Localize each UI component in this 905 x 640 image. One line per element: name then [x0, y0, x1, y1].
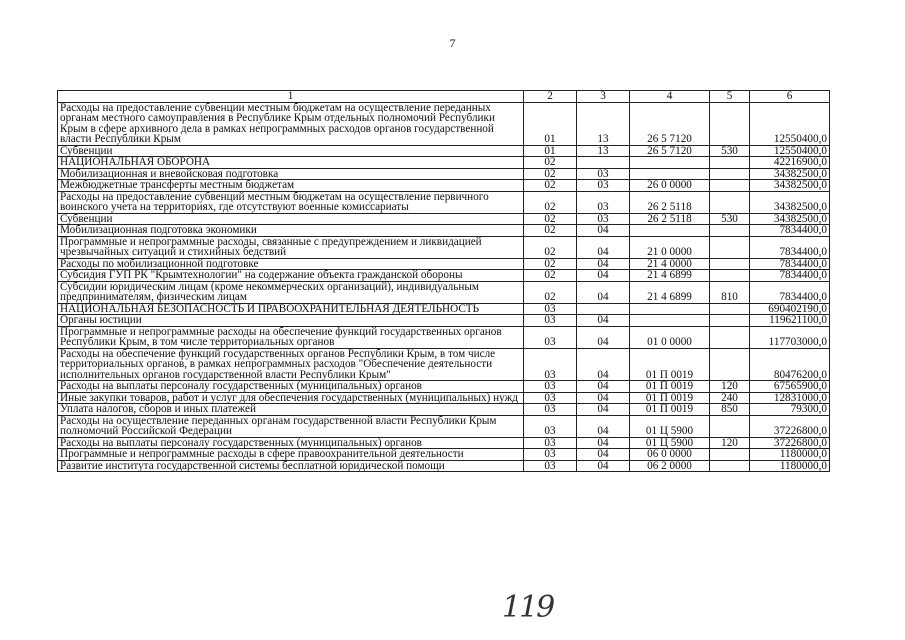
- row-section-cell: 03: [524, 460, 577, 472]
- table-row: [58, 460, 830, 472]
- row-amount-cell: 119621100,0: [750, 315, 830, 327]
- row-subsection-cell: 04: [577, 270, 630, 282]
- row-target-code-cell: [630, 157, 710, 169]
- row-amount-cell: 34382500,0: [750, 191, 830, 213]
- table-row: [58, 236, 830, 258]
- row-amount-cell: 80476200,0: [750, 348, 830, 381]
- row-target-code-cell: 01 Ц 5900: [630, 415, 710, 437]
- row-target-code-cell: 01 П 0019: [630, 348, 710, 381]
- row-section-cell: 03: [524, 404, 577, 416]
- table-row: [58, 168, 830, 180]
- row-amount-cell: 12831000,0: [750, 392, 830, 404]
- table-row: [58, 102, 830, 145]
- row-expense-type-cell: [710, 157, 750, 169]
- row-target-code-cell: [630, 303, 710, 315]
- row-expense-type-cell: 850: [710, 404, 750, 416]
- row-name-cell: Расходы на выплаты персоналу государственных (муниципальных) органов: [58, 381, 524, 393]
- table-row: [58, 281, 830, 303]
- row-section-cell: 02: [524, 225, 577, 237]
- row-expense-type-cell: [710, 348, 750, 381]
- row-target-code-cell: 01 Ц 5900: [630, 437, 710, 449]
- row-section-cell: 02: [524, 157, 577, 169]
- row-amount-cell: 690402190,0: [750, 303, 830, 315]
- row-name-cell: Субсидии юридическим лицам (кроме некоммерческих организаций), индивидуальным предпринимателям, физическим лицам: [58, 281, 524, 303]
- row-expense-type-cell: 120: [710, 437, 750, 449]
- row-subsection-cell: 04: [577, 236, 630, 258]
- table-header-row: [58, 91, 830, 103]
- row-amount-cell: 79300,0: [750, 404, 830, 416]
- row-section-cell: 02: [524, 258, 577, 270]
- row-target-code-cell: 01 П 0019: [630, 381, 710, 393]
- row-name-cell: Мобилизационная подготовка экономики: [58, 225, 524, 237]
- row-expense-type-cell: [710, 303, 750, 315]
- row-section-cell: 03: [524, 449, 577, 461]
- row-target-code-cell: 21 0 0000: [630, 236, 710, 258]
- header-col-3: 3: [577, 91, 630, 103]
- row-expense-type-cell: [710, 415, 750, 437]
- row-section-cell: 02: [524, 281, 577, 303]
- row-section-cell: 03: [524, 348, 577, 381]
- row-section-cell: 02: [524, 191, 577, 213]
- budget-table: [57, 90, 830, 472]
- row-name-cell: Программные и непрограммные расходы, связанные с предупреждением и ликвидацией чрезвычайных ситуаций и стихийных бедствий: [58, 236, 524, 258]
- handwritten-page-mark: 119: [502, 590, 554, 625]
- row-expense-type-cell: [710, 180, 750, 192]
- table-row: [58, 258, 830, 270]
- row-expense-type-cell: 530: [710, 213, 750, 225]
- row-subsection-cell: 03: [577, 191, 630, 213]
- table-row: [58, 191, 830, 213]
- row-subsection-cell: 04: [577, 392, 630, 404]
- row-name-cell: Субвенции: [58, 213, 524, 225]
- table-row: [58, 392, 830, 404]
- row-expense-type-cell: [710, 258, 750, 270]
- header-col-4: 4: [630, 91, 710, 103]
- row-amount-cell: 7834400,0: [750, 258, 830, 270]
- row-target-code-cell: 01 П 0019: [630, 392, 710, 404]
- row-name-cell: Субсидия ГУП РК "Крымтехнологии" на содержание объекта гражданской обороны: [58, 270, 524, 282]
- row-subsection-cell: 03: [577, 213, 630, 225]
- row-subsection-cell: 04: [577, 258, 630, 270]
- header-col-5: 5: [710, 91, 750, 103]
- row-name-cell: Органы юстиции: [58, 315, 524, 327]
- page-number: 7: [449, 36, 456, 50]
- row-name-cell: НАЦИОНАЛЬНАЯ ОБОРОНА: [58, 157, 524, 169]
- table-row: [58, 270, 830, 282]
- row-target-code-cell: 01 П 0019: [630, 404, 710, 416]
- row-subsection-cell: 04: [577, 449, 630, 461]
- row-amount-cell: 12550400,0: [750, 102, 830, 145]
- row-expense-type-cell: [710, 225, 750, 237]
- row-amount-cell: 42216900,0: [750, 157, 830, 169]
- row-target-code-cell: 06 0 0000: [630, 449, 710, 461]
- row-target-code-cell: 26 5 7120: [630, 102, 710, 145]
- row-expense-type-cell: [710, 168, 750, 180]
- row-section-cell: 03: [524, 381, 577, 393]
- row-name-cell: Расходы на предоставление субвенции местным бюджетам на осуществление переданных органам местного самоуправления в Республике Крым отдельных полномочий Республики Крым в сфере архивного дела в рамках непрограммных расходов органов государственной власти Республики Крым: [58, 102, 524, 145]
- table-row: [58, 348, 830, 381]
- row-section-cell: 03: [524, 392, 577, 404]
- row-expense-type-cell: [710, 270, 750, 282]
- row-section-cell: 02: [524, 213, 577, 225]
- row-subsection-cell: 04: [577, 348, 630, 381]
- row-amount-cell: 1180000,0: [750, 460, 830, 472]
- row-name-cell: Расходы на предоставление субвенций местным бюджетам на осуществление первичного воинского учета на территориях, где отсутствуют военные комиссариаты: [58, 191, 524, 213]
- row-subsection-cell: 04: [577, 225, 630, 237]
- row-target-code-cell: [630, 225, 710, 237]
- row-subsection-cell: 04: [577, 326, 630, 348]
- row-section-cell: 02: [524, 180, 577, 192]
- row-name-cell: Расходы по мобилизационной подготовке: [58, 258, 524, 270]
- row-name-cell: Программные и непрограммные расходы на обеспечение функций государственных органов Республики Крым, в том числе территориальных органов: [58, 326, 524, 348]
- row-amount-cell: 67565900,0: [750, 381, 830, 393]
- table-row: [58, 315, 830, 327]
- row-section-cell: 02: [524, 270, 577, 282]
- row-subsection-cell: [577, 303, 630, 315]
- row-amount-cell: 7834400,0: [750, 236, 830, 258]
- row-amount-cell: 34382500,0: [750, 180, 830, 192]
- row-expense-type-cell: 810: [710, 281, 750, 303]
- row-section-cell: 03: [524, 415, 577, 437]
- row-subsection-cell: 04: [577, 404, 630, 416]
- row-section-cell: 03: [524, 326, 577, 348]
- row-amount-cell: 7834400,0: [750, 270, 830, 282]
- table-row: [58, 180, 830, 192]
- table-row: [58, 437, 830, 449]
- row-expense-type-cell: 120: [710, 381, 750, 393]
- row-expense-type-cell: [710, 460, 750, 472]
- row-subsection-cell: 04: [577, 315, 630, 327]
- row-expense-type-cell: 530: [710, 145, 750, 157]
- row-amount-cell: 12550400,0: [750, 145, 830, 157]
- row-target-code-cell: 21 4 6899: [630, 270, 710, 282]
- row-target-code-cell: [630, 168, 710, 180]
- header-col-2: 2: [524, 91, 577, 103]
- row-section-cell: 02: [524, 236, 577, 258]
- row-subsection-cell: [577, 157, 630, 169]
- row-name-cell: Расходы на осуществление переданных органам государственной власти Республики Крым полномочий Российской Федерации: [58, 415, 524, 437]
- row-subsection-cell: 03: [577, 168, 630, 180]
- row-expense-type-cell: [710, 102, 750, 145]
- table-row: [58, 449, 830, 461]
- row-section-cell: 03: [524, 437, 577, 449]
- row-subsection-cell: 03: [577, 180, 630, 192]
- row-subsection-cell: 04: [577, 281, 630, 303]
- row-subsection-cell: 04: [577, 381, 630, 393]
- row-target-code-cell: 21 4 6899: [630, 281, 710, 303]
- row-expense-type-cell: [710, 315, 750, 327]
- row-target-code-cell: 21 4 0000: [630, 258, 710, 270]
- row-name-cell: Расходы на выплаты персоналу государственных (муниципальных) органов: [58, 437, 524, 449]
- table-row: [58, 225, 830, 237]
- row-amount-cell: 37226800,0: [750, 415, 830, 437]
- row-section-cell: 02: [524, 168, 577, 180]
- row-subsection-cell: 04: [577, 415, 630, 437]
- row-target-code-cell: 01 0 0000: [630, 326, 710, 348]
- table-row: [58, 381, 830, 393]
- row-target-code-cell: 26 2 5118: [630, 191, 710, 213]
- row-section-cell: 03: [524, 303, 577, 315]
- row-name-cell: Уплата налогов, сборов и иных платежей: [58, 404, 524, 416]
- row-name-cell: Межбюджетные трансферты местным бюджетам: [58, 180, 524, 192]
- row-target-code-cell: 06 2 0000: [630, 460, 710, 472]
- row-section-cell: 01: [524, 145, 577, 157]
- row-amount-cell: 117703000,0: [750, 326, 830, 348]
- row-amount-cell: 1180000,0: [750, 449, 830, 461]
- table-row: [58, 415, 830, 437]
- table-row: [58, 157, 830, 169]
- table-row: [58, 213, 830, 225]
- row-expense-type-cell: [710, 326, 750, 348]
- row-name-cell: Иные закупки товаров, работ и услуг для обеспечения государственных (муниципальных) нужд: [58, 392, 524, 404]
- table-row: [58, 303, 830, 315]
- row-name-cell: Субвенции: [58, 145, 524, 157]
- row-target-code-cell: 26 0 0000: [630, 180, 710, 192]
- row-amount-cell: 7834400,0: [750, 225, 830, 237]
- row-target-code-cell: [630, 315, 710, 327]
- row-target-code-cell: 26 5 7120: [630, 145, 710, 157]
- row-expense-type-cell: [710, 236, 750, 258]
- row-name-cell: Мобилизационная и вневойсковая подготовка: [58, 168, 524, 180]
- row-subsection-cell: 04: [577, 460, 630, 472]
- row-name-cell: НАЦИОНАЛЬНАЯ БЕЗОПАСНОСТЬ И ПРАВООХРАНИТЕЛЬНАЯ ДЕЯТЕЛЬНОСТЬ: [58, 303, 524, 315]
- row-amount-cell: 34382500,0: [750, 213, 830, 225]
- row-amount-cell: 34382500,0: [750, 168, 830, 180]
- row-expense-type-cell: 240: [710, 392, 750, 404]
- row-expense-type-cell: [710, 191, 750, 213]
- table-row: [58, 145, 830, 157]
- header-col-1: 1: [58, 91, 524, 103]
- row-name-cell: Программные и непрограммные расходы в сфере правоохранительной деятельности: [58, 449, 524, 461]
- row-section-cell: 03: [524, 315, 577, 327]
- header-col-6: 6: [750, 91, 830, 103]
- row-amount-cell: 7834400,0: [750, 281, 830, 303]
- row-section-cell: 01: [524, 102, 577, 145]
- row-name-cell: Расходы на обеспечение функций государственных органов Республики Крым, в том числе территориальных органов, в рамках непрограммных расходов "Обеспечение деятельности исполнительных органов государственной власти Республики Крым": [58, 348, 524, 381]
- row-amount-cell: 37226800,0: [750, 437, 830, 449]
- row-expense-type-cell: [710, 449, 750, 461]
- row-target-code-cell: 26 2 5118: [630, 213, 710, 225]
- row-subsection-cell: 13: [577, 145, 630, 157]
- row-name-cell: Развитие института государственной системы бесплатной юридической помощи: [58, 460, 524, 472]
- table-row: [58, 326, 830, 348]
- row-subsection-cell: 13: [577, 102, 630, 145]
- row-subsection-cell: 04: [577, 437, 630, 449]
- table-row: [58, 404, 830, 416]
